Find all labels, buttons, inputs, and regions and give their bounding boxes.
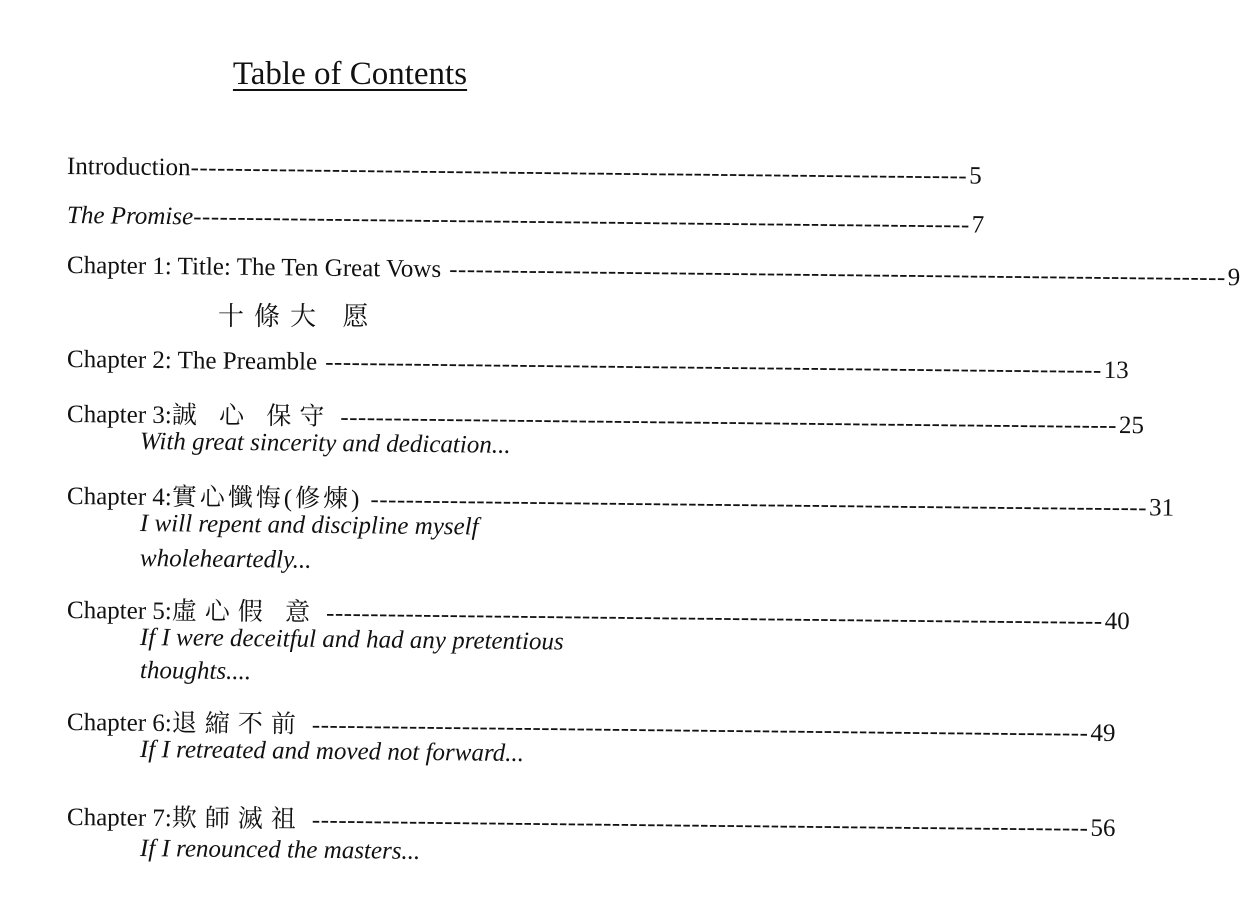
dot-leader: ---------------------------------------------------------------------------------------- xyxy=(311,711,1089,747)
chapter-5-subtitle-line-2: thoughts.... xyxy=(139,657,252,686)
toc-page-number: 40 xyxy=(1104,607,1130,636)
chapter-7-chinese-title: 欺師滅祖 xyxy=(171,805,304,834)
toc-entry-chapter-2[interactable] xyxy=(66,346,1129,385)
toc-entry-the-promise[interactable] xyxy=(66,202,985,239)
dot-leader: ---------------------------------------------------------------------------------------- xyxy=(325,348,1102,384)
chapter-3-subtitle: With great sincerity and dedication... xyxy=(139,428,511,459)
page-title: Table of Contents xyxy=(232,56,468,92)
toc-entry-introduction[interactable] xyxy=(66,153,982,190)
toc-entry-label: Chapter 7: xyxy=(66,804,172,833)
chapter-5-chinese-title: 虛心假 意 xyxy=(171,598,319,627)
toc-page-number: 31 xyxy=(1148,494,1175,522)
toc-page-number: 49 xyxy=(1090,719,1116,747)
chapter-3-chinese-title: 誠 心 保守 xyxy=(171,402,333,431)
dot-leader: ---------------------------------------------------------------------------------------- xyxy=(370,486,1148,522)
toc-entry-label: Chapter 2: The Preamble xyxy=(66,346,318,376)
chapter-6-subtitle: If I retreated and moved not forward... xyxy=(139,736,525,768)
dot-leader: ---------------------------------------------------------------------------------------- xyxy=(190,154,968,190)
toc-page-number: 9 xyxy=(1227,264,1240,292)
toc-entry-label: Chapter 4: xyxy=(66,483,172,512)
toc-page-number: 7 xyxy=(971,211,985,239)
toc-page-number: 56 xyxy=(1090,814,1116,842)
toc-entry-label: Chapter 3: xyxy=(66,401,172,430)
dot-leader: ---------------------------------------------------------------------------------------- xyxy=(325,599,1103,635)
chapter-1-chinese-title: 十條大 愿 xyxy=(218,302,379,331)
dot-leader: ---------------------------------------------------------------------------------------- xyxy=(340,403,1118,439)
toc-entry-label: The Promise xyxy=(66,202,194,231)
chapter-4-subtitle-line-2: wholeheartedly... xyxy=(139,545,312,574)
chapter-6-chinese-title: 退縮不前 xyxy=(171,710,304,739)
toc-page-number: 13 xyxy=(1103,356,1129,385)
toc-entry-label: Chapter 1: Title: The Ten Great Vows xyxy=(66,252,442,283)
toc-entry-chapter-1[interactable] xyxy=(66,252,1240,292)
chapter-7-subtitle: If I renounced the masters... xyxy=(139,835,421,865)
toc-page-number: 25 xyxy=(1118,412,1145,440)
toc-entry-label: Chapter 5: xyxy=(66,597,172,626)
toc-entry-chapter-7[interactable] xyxy=(66,797,1116,842)
chapter-4-chinese-title: 實心懺悔(修煉) xyxy=(171,484,363,514)
toc-entry-label: Introduction xyxy=(66,153,191,182)
dot-leader: ---------------------------------------------------------------------------------------- xyxy=(449,256,1226,292)
chapter-5-subtitle-line-1: If I were deceitful and had any pretentious xyxy=(139,624,564,656)
toc-entry-label: Chapter 6: xyxy=(66,709,172,738)
dot-leader: ---------------------------------------------------------------------------------------- xyxy=(311,806,1089,842)
dot-leader: ---------------------------------------------------------------------------------------- xyxy=(193,203,970,239)
chapter-4-subtitle-line-1: I will repent and discipline myself xyxy=(139,510,479,541)
toc-page-number: 5 xyxy=(969,162,982,190)
